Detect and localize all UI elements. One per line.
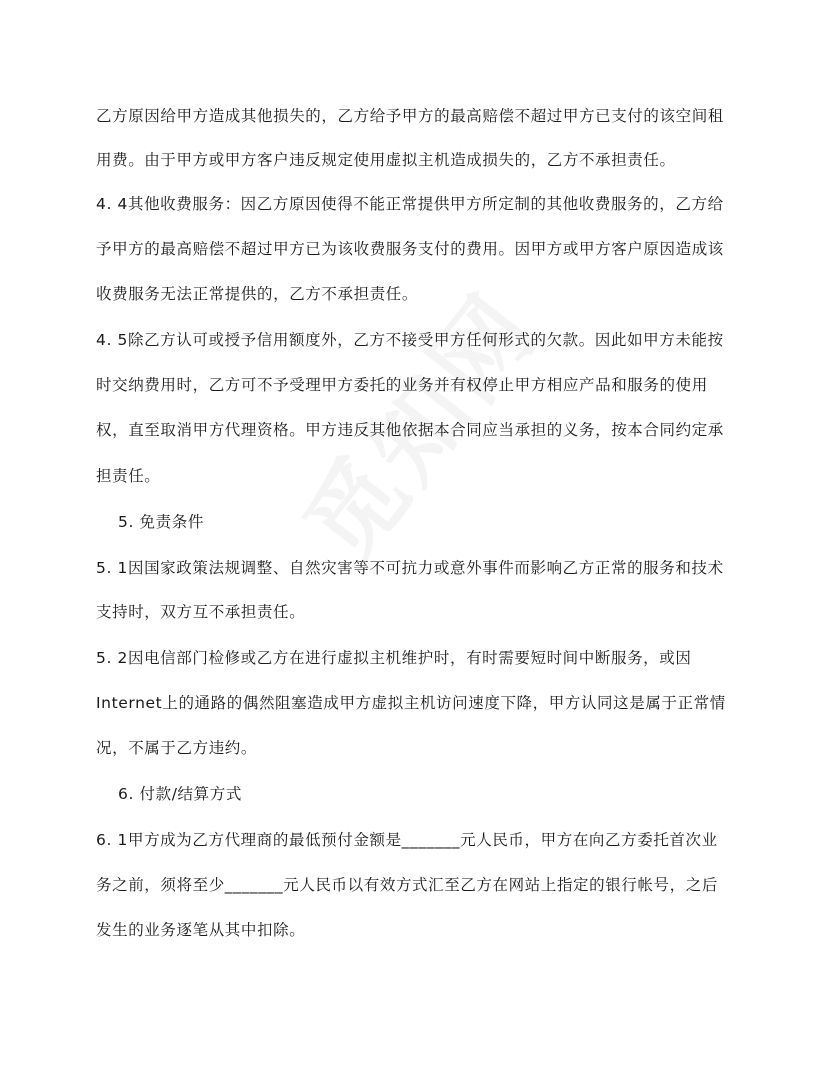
paragraph-line: 用费。由于甲方或甲方客户违反规定使用虚拟主机造成损失的，乙方不承担责任。 — [96, 151, 676, 169]
paragraph-line: 6. 1甲方成为乙方代理商的最低预付金额是_______元人民币，甲方在向乙方委托首次业 — [96, 831, 718, 849]
paragraph-line: 时交纳费用时，乙方可不予受理甲方委托的业务并有权停止甲方相应产品和服务的使用 — [96, 376, 708, 394]
paragraph-line: 发生的业务逐笔从其中扣除。 — [96, 921, 306, 939]
paragraph-line: 收费服务无法正常提供的，乙方不承担责任。 — [96, 285, 419, 303]
paragraph-line: 5. 2因电信部门检修或乙方在进行虚拟主机维护时，有时需要短时间中断服务，或因 — [96, 649, 692, 667]
paragraph-line: 5. 1因国家政策法规调整、自然灾害等不可抗力或意外事件而影响乙方正常的服务和技术 — [96, 559, 724, 577]
paragraph-line: 4. 4其他收费服务：因乙方原因使得不能正常提供甲方所定制的其他收费服务的，乙方给 — [96, 195, 724, 213]
section-heading: 6. 付款/结算方式 — [118, 785, 242, 803]
paragraph-line: Internet上的通路的偶然阻塞造成甲方虚拟主机访问速度下降，甲方认同这是属于正常情 — [96, 694, 726, 712]
paragraph-line: 况，不属于乙方违约。 — [96, 739, 258, 757]
paragraph-line: 权，直至取消甲方代理资格。甲方违反其他依据本合同应当承担的义务，按本合同约定承 — [96, 421, 724, 439]
paragraph-line: 乙方原因给甲方造成其他损失的，乙方给予甲方的最高赔偿不超过甲方已支付的该空间租 — [96, 107, 724, 125]
section-heading: 5. 免责条件 — [118, 513, 204, 531]
paragraph-line: 担责任。 — [96, 467, 161, 485]
paragraph-line: 务之前，须将至少_______元人民币以有效方式汇至乙方在网站上指定的银行帐号，之后 — [96, 876, 718, 894]
paragraph-line: 予甲方的最高赔偿不超过甲方已为该收费服务支付的费用。因甲方或甲方客户原因造成该 — [96, 240, 724, 258]
paragraph-line: 4. 5除乙方认可或授予信用额度外，乙方不接受甲方任何形式的欠款。因此如甲方未能按 — [96, 331, 724, 349]
paragraph-line: 支持时，双方互不承担责任。 — [96, 603, 306, 621]
